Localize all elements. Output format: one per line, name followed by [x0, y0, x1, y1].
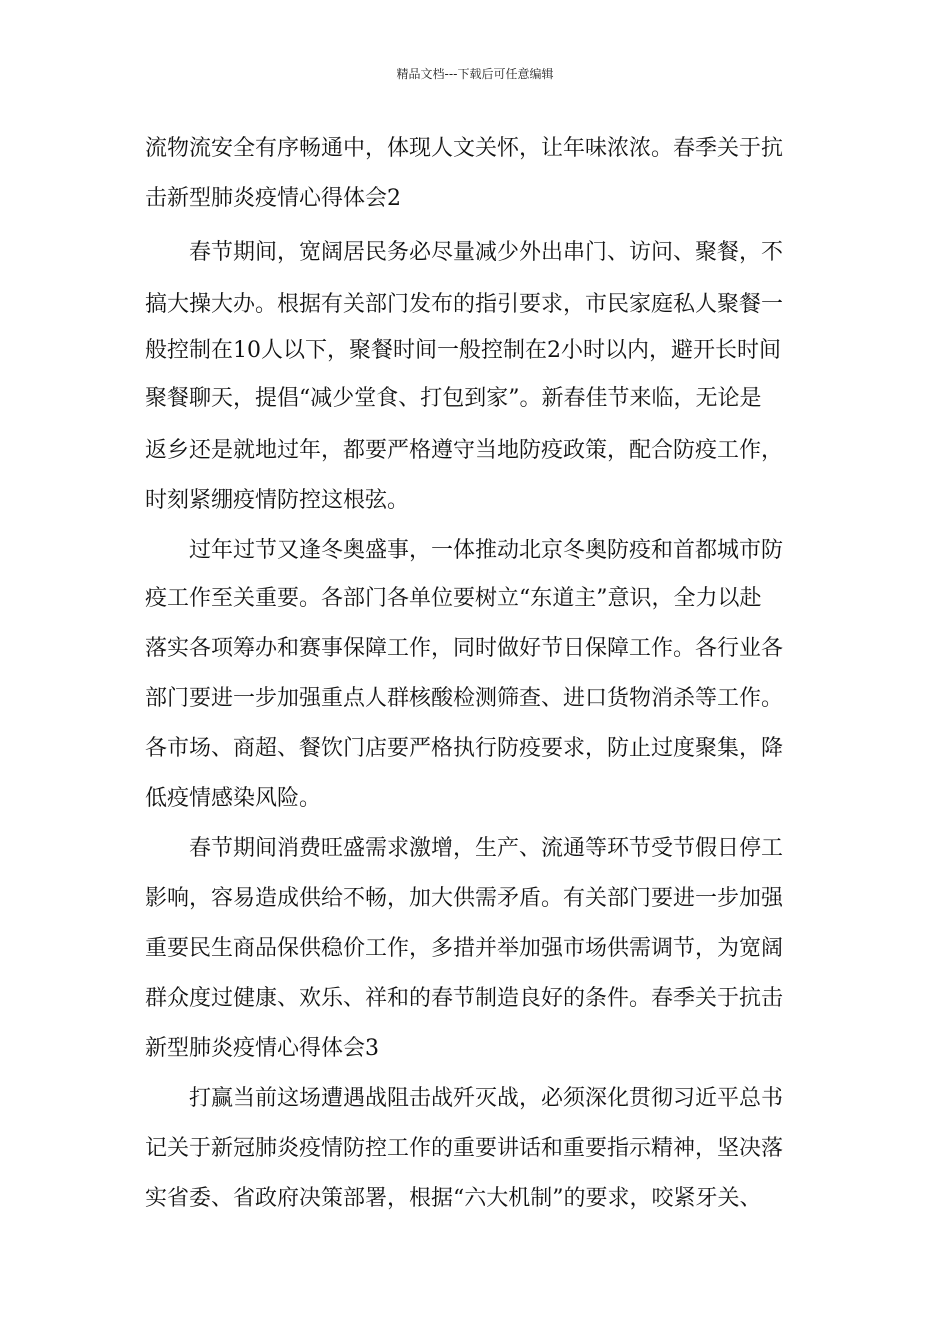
text-line: 春节期间，宽阔居民务必尽量减少外出串门、访问、聚餐，不 — [189, 240, 784, 265]
text-line: 过年过节又逢冬奥盛事，一体推动北京冬奥防疫和首都城市防 — [189, 538, 784, 563]
page-header: 精品文档---下载后可任意编辑 — [396, 67, 554, 81]
text-line: 击新型肺炎疫情心得体会2 — [145, 186, 401, 211]
text-line: 实省委、省政府决策部署，根据“六大机制”的要求，咬紧牙关、 — [145, 1186, 762, 1211]
text-line: 影响，容易造成供给不畅，加大供需矛盾。有关部门要进一步加强 — [145, 886, 784, 911]
text-line: 群众度过健康、欢乐、祥和的春节制造良好的条件。春季关于抗击 — [145, 986, 784, 1011]
text-line: 重要民生商品保供稳价工作，多措并举加强市场供需调节，为宽阔 — [145, 936, 784, 961]
text-line: 流物流安全有序畅通中，体现人文关怀，让年味浓浓。春季关于抗 — [145, 136, 784, 161]
text-line: 低疫情感染风险。 — [145, 786, 322, 811]
text-line: 聚餐聊天，提倡“减少堂食、打包到家”。新春佳节来临，无论是 — [145, 386, 762, 411]
text-line: 时刻紧绷疫情防控这根弦。 — [145, 488, 410, 513]
text-line: 部门要进一步加强重点人群核酸检测筛查、进口货物消杀等工作。 — [145, 686, 784, 711]
text-line: 新型肺炎疫情心得体会3 — [145, 1036, 379, 1061]
text-line: 返乡还是就地过年，都要严格遵守当地防疫政策，配合防疫工作， — [145, 438, 784, 463]
text-line: 落实各项筹办和赛事保障工作，同时做好节日保障工作。各行业各 — [145, 636, 784, 661]
text-line: 春节期间消费旺盛需求激增，生产、流通等环节受节假日停工 — [189, 836, 784, 861]
text-line: 记关于新冠肺炎疫情防控工作的重要讲话和重要指示精神，坚决落 — [145, 1136, 784, 1161]
text-line: 搞大操大办。根据有关部门发布的指引要求，市民家庭私人聚餐一 — [145, 292, 784, 317]
text-line: 疫工作至关重要。各部门各单位要树立“东道主”意识，全力以赴 — [145, 586, 762, 611]
text-line: 般控制在10人以下，聚餐时间一般控制在2小时以内，避开长时间 — [145, 338, 781, 363]
text-line: 打赢当前这场遭遇战阻击战歼灭战，必须深化贯彻习近平总书 — [189, 1086, 784, 1111]
text-line: 各市场、商超、餐饮门店要严格执行防疫要求，防止过度聚集，降 — [145, 736, 784, 761]
